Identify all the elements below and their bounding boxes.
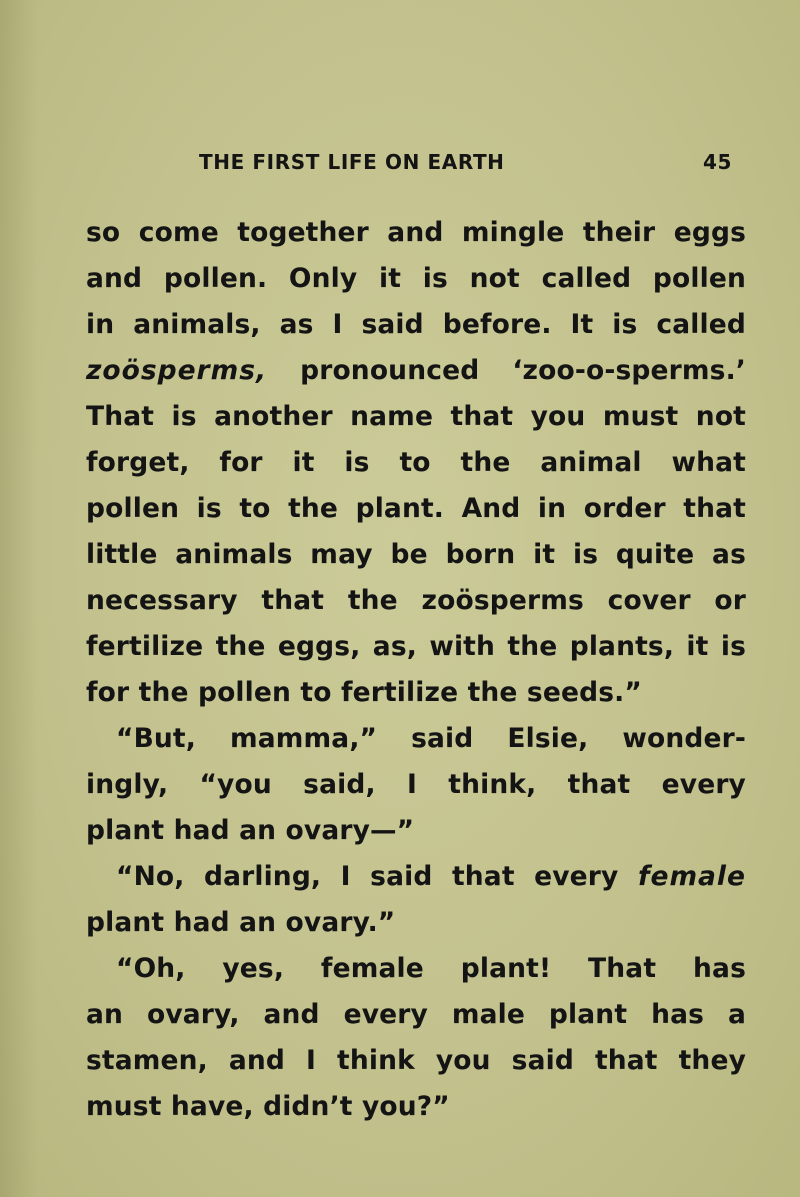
text-line: so come together and mingle their eggs [86, 217, 746, 248]
text-run: pronounced ‘zoo-o-sperms.’ [267, 355, 746, 386]
text-line: for the pollen to fertilize the seeds.” [86, 677, 642, 708]
text-line: must have, didn’t you?” [86, 1091, 450, 1122]
italic-term: zoösperms, [86, 355, 268, 386]
italic-term: female [637, 861, 746, 892]
text-line: plant had an ovary.” [86, 907, 396, 938]
text-line: ingly, “you said, I think, that every [86, 769, 746, 800]
text-line: an ovary, and every male plant has a [86, 999, 746, 1030]
text-line: and pollen. Only it is not called pollen [86, 263, 746, 294]
text-line [86, 348, 746, 394]
text-line: “But, mamma,” said Elsie, wonder- [116, 723, 746, 754]
chapter-title: THE FIRST LIFE ON EARTH [199, 150, 505, 174]
page-gutter-shadow [0, 0, 38, 1197]
text-line: fertilize the eggs, as, with the plants, it is [86, 631, 746, 662]
running-head [199, 147, 732, 177]
text-line: in animals, as I said before. It is called [86, 309, 746, 340]
text-line: stamen, and I think you said that they [86, 1045, 746, 1076]
page-number: 45 [702, 150, 732, 174]
text-line: “Oh, yes, female plant! That has [116, 953, 746, 984]
text-line: pollen is to the plant. And in order that [86, 493, 746, 524]
text-line: forget, for it is to the animal what [86, 447, 746, 478]
body-text [86, 210, 746, 1130]
text-line: plant had an ovary—” [86, 815, 415, 846]
text-line: little animals may be born it is quite as [86, 539, 746, 570]
text-line: That is another name that you must not [86, 401, 746, 432]
text-run: “No, darling, I said that every [116, 861, 638, 892]
text-line [86, 854, 746, 900]
text-line: necessary that the zoösperms cover or [86, 585, 746, 616]
